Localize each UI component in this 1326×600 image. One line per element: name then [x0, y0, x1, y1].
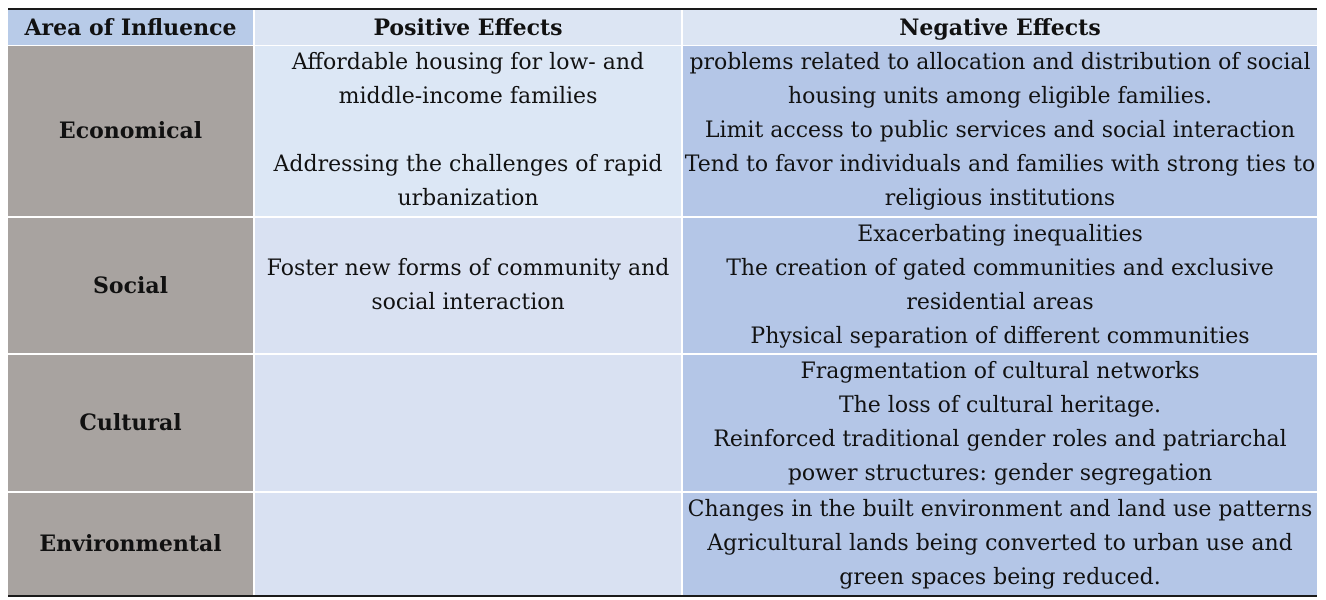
negative-effect-line: Changes in the built environment and land use patterns — [687, 497, 1313, 522]
negative-effect-line: religious institutions — [884, 186, 1116, 211]
negative-effect-line: residential areas — [906, 289, 1094, 315]
positive-effect-line: Addressing the challenges of rapid — [273, 152, 663, 177]
positive-effect-line: middle-income families — [338, 84, 598, 109]
negative-effect-line: Tend to favor individuals and families with strong ties to — [684, 152, 1316, 177]
negative-effects-cell — [683, 218, 1317, 353]
negative-effect-line: Physical separation of different communities — [750, 323, 1250, 349]
negative-effect-line: The creation of gated communities and exclusive — [726, 255, 1274, 281]
negative-effect-line: green spaces being reduced. — [839, 565, 1161, 590]
negative-effect-line: power structures: gender segregation — [787, 461, 1213, 486]
table-row-economical — [8, 46, 1317, 218]
header-negative-effects: Negative Effects — [683, 10, 1317, 46]
positive-effect-line: Affordable housing for low- and — [291, 50, 645, 75]
positive-effect-line: social interaction — [371, 289, 565, 315]
area-cell: Cultural — [8, 355, 253, 491]
negative-effect-line: Exacerbating inequalities — [857, 221, 1143, 247]
negative-effects-cell — [683, 46, 1317, 216]
negative-effect-line: problems related to allocation and distribution of social — [689, 50, 1311, 75]
negative-effect-line: Agricultural lands being converted to urban use and — [707, 531, 1293, 556]
positive-effects-cell — [253, 355, 683, 491]
positive-effects-cell — [253, 218, 683, 353]
table-header-row — [8, 10, 1317, 46]
negative-effect-line: housing units among eligible families. — [788, 84, 1212, 109]
negative-effect-line: Fragmentation of cultural networks — [800, 359, 1200, 384]
table-row-social — [8, 218, 1317, 355]
negative-effects-cell — [683, 493, 1317, 595]
positive-effect-line: Foster new forms of community and — [266, 255, 670, 281]
negative-effects-cell — [683, 355, 1317, 491]
effects-table — [8, 8, 1317, 597]
table-row-cultural — [8, 355, 1317, 493]
table-row-environmental — [8, 493, 1317, 595]
header-positive-effects: Positive Effects — [253, 10, 683, 46]
negative-effect-line: Reinforced traditional gender roles and patriarchal — [713, 427, 1287, 452]
positive-effect-line: urbanization — [397, 186, 539, 211]
negative-effect-line: The loss of cultural heritage. — [838, 393, 1162, 418]
area-cell: Social — [8, 218, 253, 353]
area-cell: Environmental — [8, 493, 253, 595]
negative-effect-line: Limit access to public services and social interaction — [704, 118, 1296, 143]
positive-effects-cell — [253, 46, 683, 216]
header-area-of-influence: Area of Influence — [8, 10, 253, 46]
positive-effects-cell — [253, 493, 683, 595]
area-cell: Economical — [8, 46, 253, 216]
